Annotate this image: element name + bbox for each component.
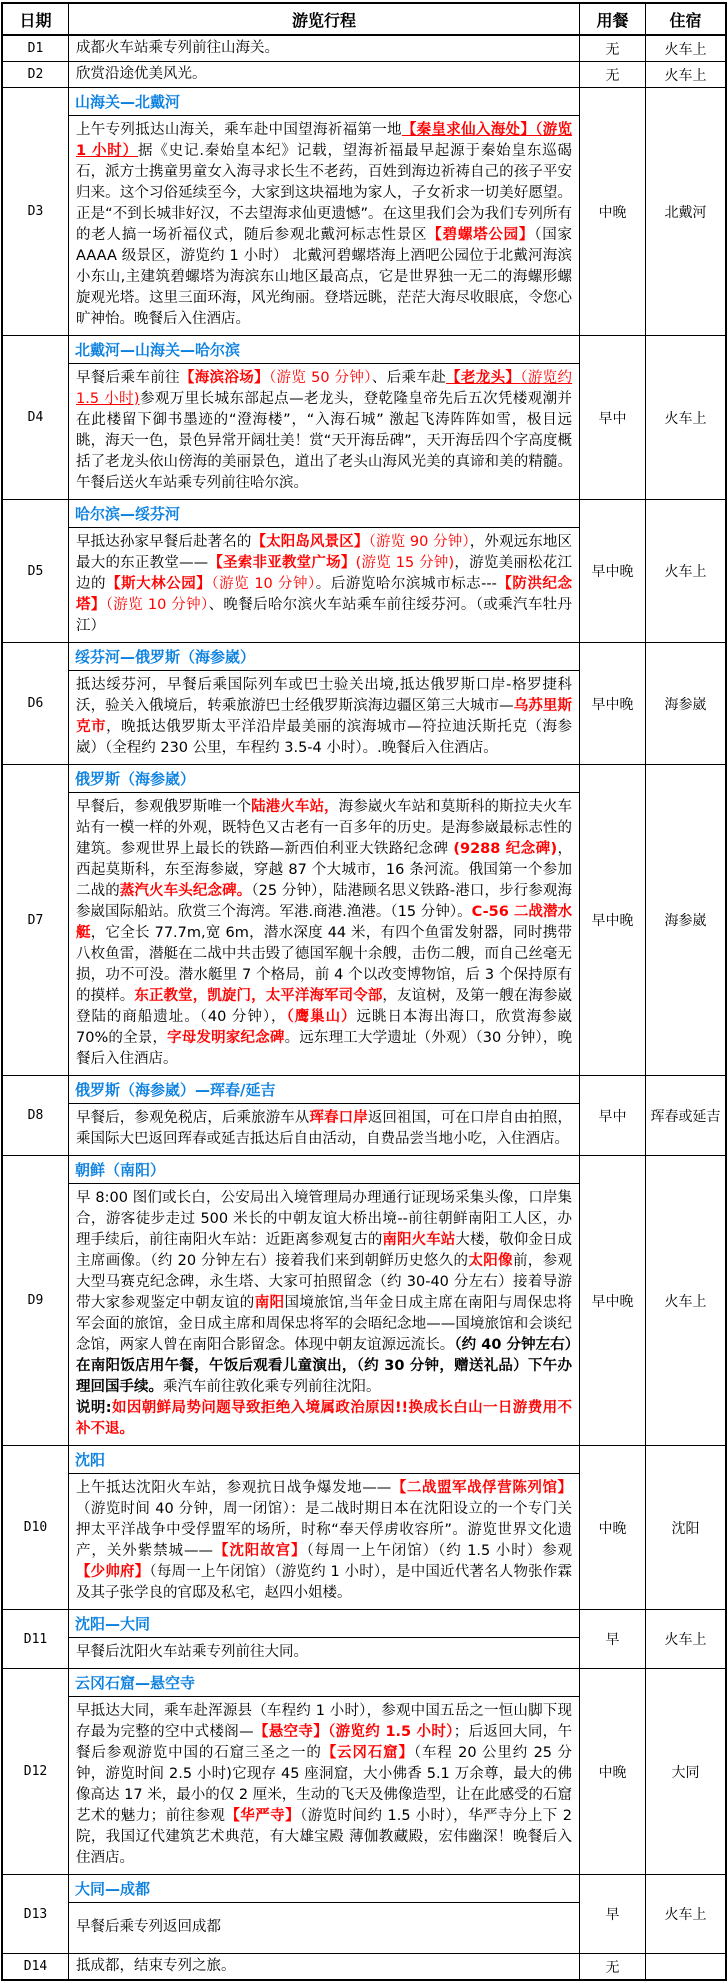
text-segment: 南阳火车站 <box>382 1232 456 1248</box>
itinerary-cell <box>69 1610 580 1668</box>
text-segment: 海参崴火车站和莫斯科的斯拉夫火车站有一模一样的外观，既特色又古老有一百多年的历史。是海参崴最标志性的建筑。参观世界上最长的铁路—新西伯利亚大铁路纪念碑 <box>76 799 573 857</box>
table-row <box>3 1669 725 1875</box>
day-cell: D14 <box>3 1954 69 1979</box>
stay-cell: 火车上 <box>664 410 707 427</box>
table-row <box>3 765 725 1076</box>
day-cell: D3 <box>3 88 69 335</box>
stay-cell: 火车上 <box>664 1632 707 1648</box>
text-segment: 【沈阳故宫】 <box>212 1543 307 1559</box>
text-segment: 上午专列抵达山海关，乘车赴中国望海祈福第一地 <box>76 122 402 138</box>
paragraph <box>76 532 572 637</box>
text-segment: （约 40 分钟左右）在南阳饭店用午餐，午饭后观看儿童演出，（约 30 分钟，赠送礼品）下午办理回国手续。 <box>76 1337 572 1395</box>
text-segment: 早餐后乘专列返回成都 <box>76 1919 221 1935</box>
text-segment: ，晚抵达俄罗斯太平洋沿岸最美丽的滨海城市—符拉迪沃斯托克（海参崴）（全程约 230 公里，车程约 3.5-4 小时）。.晚餐后入住酒店。 <box>76 719 572 756</box>
paragraph <box>76 1642 572 1663</box>
text-segment: 早餐后，参观俄罗斯唯一个 <box>76 799 252 815</box>
table-row <box>3 1610 725 1669</box>
itinerary-table <box>1 2 727 1981</box>
text-segment: 国境旅馆,当年金日成主席在南阳与周保忠将军会面的旅馆，金日成主席和周保忠将军的会晤纪念地——国境旅馆和会谈纪念馆，两家人曾在南阳合影留念。体现中朝友谊源远流长。 <box>76 1295 572 1353</box>
meals-cell: 早中 <box>580 336 646 499</box>
route-title: 山海关—北戴河 <box>69 88 579 116</box>
text-segment: （每周一上午闭馆）（约 1.5 小时）参观 <box>306 1543 572 1559</box>
text-segment: 【悬空寺】（游览约 1.5 小时） <box>253 1724 454 1740</box>
table-row <box>3 643 725 765</box>
table-row <box>3 36 725 62</box>
meals-cell: 早中晚 <box>580 500 646 642</box>
text-segment: 东正教堂，凯旋门，太平洋海军司令部 <box>134 988 383 1004</box>
table-row <box>3 88 725 336</box>
text-segment: 成都火车站乘专列前往山海关。 <box>76 40 279 56</box>
text-segment: （国家 AAAA 级景区，游览约 1 小时） 北戴河碧螺塔海上酒吧公园位于北戴河海滨小东山,主建筑碧螺塔为海滨东山地区最高点，它是世界独一无二的海螺形螺旋观光塔。这里三面环海，风光绚丽。登塔远眺，茫茫大海尽收眼底，令您心旷神怡。晚餐后入住酒店。 <box>76 227 573 327</box>
table-row <box>3 1875 725 1954</box>
meals-cell: 中晚 <box>580 1446 646 1609</box>
day-cell: D7 <box>3 765 69 1075</box>
text-segment: ，友谊树，及第一艘在海参崴登陆的商船遗址。（40 分钟）， <box>76 988 573 1025</box>
text-segment: 【云冈石窟】 <box>321 1745 414 1761</box>
text-segment: （游览 50 分钟） <box>268 370 372 386</box>
route-title: 俄罗斯（海参崴）—珲春/延吉 <box>69 1076 579 1104</box>
text-segment: 欣赏沿途优美风光。 <box>76 66 207 82</box>
table-header-row <box>3 4 725 36</box>
text-segment: （游览时间约 1.5 小时），华严寺分上下 2 院，我国辽代建筑艺术典范，有大雄宝殿 薄伽教藏殿，宏伟幽深！晚餐后入住酒店。 <box>76 1808 572 1866</box>
day-description <box>69 528 579 642</box>
text-segment: 陆港火车站， <box>251 799 339 815</box>
day-cell: D9 <box>3 1156 69 1445</box>
text-segment: 【老龙头】 <box>446 370 521 386</box>
text-segment: （车程 20 公里约 25 分钟，游览时间 2.5 小时)它现存 45 座洞窟，大小佛香 5.1 万余尊，最大的佛像高达 17 米，最小的仅 2 厘米，生动的飞天及佛像造型，让在此感受的石窟艺术的魅力；前往参观 <box>76 1745 572 1824</box>
text-segment: 参观万里长城东部起点—老龙头，登乾隆皇帝先后五次凭楼观潮并在此楼留下御书墨迹的“澄海楼”，“入海石城” 激起飞涛阵阵如雪，极目远眺，海天一色，景色异常开阔壮美！赏“天开海岳碑”，天开海岳四个字高度概括了老龙头依山傍海的美丽景色，道出了老头山海风光美的真谛和美的精髓。午餐后送火车站乘专列前往哈尔滨。 <box>76 391 572 491</box>
itinerary-cell <box>69 62 580 87</box>
table-row <box>3 1156 725 1446</box>
day-description <box>69 1474 579 1609</box>
text-segment: (9288 纪念碑) <box>453 841 558 857</box>
day-cell: D10 <box>3 1446 69 1609</box>
itinerary-cell <box>69 500 580 642</box>
text-segment: 早餐后沈阳火车站乘专列前往大同。 <box>76 1644 308 1660</box>
text-segment: （鹰巢山） <box>286 1009 357 1025</box>
day-description <box>69 1104 579 1155</box>
text-segment: 早抵达孙家早餐后赴著名的 <box>76 534 252 550</box>
text-segment: 【二战盟军战俘营陈列馆】 <box>391 1480 573 1496</box>
route-title: 哈尔滨—绥芬河 <box>69 500 579 528</box>
itinerary-cell <box>69 1446 580 1609</box>
paragraph <box>76 1956 572 1977</box>
text-segment: 早 8:00 图们或长白，公安局出入境管理局办理通行证现场采集头像，口岸集合，游客徒步走过 500 米长的中朝友谊大桥出境--前往朝鲜南阳工人区，办理手续后，前往南阳火车站：近距离参观复古的 <box>76 1190 572 1248</box>
route-title: 沈阳—大同 <box>69 1610 579 1638</box>
text-segment: （游览约 1.5 小时) <box>76 370 573 407</box>
stay-cell: 北戴河 <box>664 204 707 221</box>
text-segment: 说明: <box>76 1400 112 1416</box>
text-segment: 乌苏里斯克市 <box>76 698 573 735</box>
route-title: 朝鲜（南阳） <box>69 1156 579 1184</box>
text-segment: C-56 二战潜水艇 <box>76 904 572 941</box>
day-cell: D8 <box>3 1076 69 1155</box>
meals-cell: 早中晚 <box>580 643 646 764</box>
text-segment: 如因朝鲜局势问题导致拒绝入境属政治原因!!换成长白山一日游费用不补不退。 <box>76 1400 572 1437</box>
paragraph <box>76 1917 572 1938</box>
itinerary-cell <box>69 1954 580 1979</box>
day-description <box>69 62 579 87</box>
paragraph <box>76 1701 572 1869</box>
text-segment: 早餐后，参观免税店，后乘旅游车从 <box>76 1110 310 1126</box>
stay-cell: 海参崴 <box>664 913 707 929</box>
text-segment: (游览 15 分钟) <box>355 555 455 571</box>
day-cell: D2 <box>3 62 69 87</box>
text-segment: ；后返回大同，午餐后参观游览中国的石窟三圣之一的 <box>76 1724 573 1761</box>
table-row <box>3 1446 725 1610</box>
meals-cell: 早 <box>580 1610 646 1668</box>
text-segment: 【防洪纪念塔】 <box>76 576 573 613</box>
stay-cell: 海参崴 <box>664 696 707 713</box>
text-segment: 前，参观大型马赛克纪念碑，永生塔、大家可拍照留念（约 30-40 分左右）接着导游带大家参观鉴定中朝友谊的 <box>76 1253 573 1311</box>
text-segment: （每周一上午闭馆）（游览约 1 小时），是中国近代著名人物张作霖及其子张学良的官邸及私宅，赵四小姐楼。 <box>76 1564 572 1601</box>
table-row <box>3 1954 725 1979</box>
meals-cell: 无 <box>580 62 646 87</box>
meals-cell: 无 <box>580 1954 646 1979</box>
text-segment: 乘汽车前往敦化乘专列前往沈阳。 <box>163 1379 381 1395</box>
text-segment: （游览 10 分钟） <box>211 576 316 592</box>
table-row <box>3 1076 725 1156</box>
meals-cell: 早 <box>580 1875 646 1953</box>
route-title: 大同—成都 <box>69 1875 579 1903</box>
text-segment: 南阳 <box>254 1295 285 1311</box>
route-title: 沈阳 <box>69 1446 579 1474</box>
header-date: 日期 <box>3 4 69 34</box>
route-title: 云冈石窟—悬空寺 <box>69 1669 579 1697</box>
paragraph <box>76 1108 572 1150</box>
text-segment: 远眺日本海出海口，欣赏海参崴 70%的全景， <box>76 1009 573 1046</box>
stay-cell: 火车上 <box>664 41 707 58</box>
text-segment: 。远东理工大学遗址（外观）（30 分钟），晚餐后入住酒店。 <box>76 1030 573 1067</box>
text-segment: 【斯大林公园】 <box>106 576 212 592</box>
itinerary-cell <box>69 1076 580 1155</box>
itinerary-table-body <box>3 36 725 1979</box>
stay-cell: 火车上 <box>664 1293 707 1310</box>
paragraph <box>76 675 572 759</box>
text-segment: 【圣索非亚教堂广场】 <box>208 555 356 571</box>
text-segment: 。后游览哈尔滨城市标志--- <box>315 576 497 592</box>
text-segment: （游览 90 分钟） <box>368 534 470 550</box>
stay-cell: 火车上 <box>664 67 707 84</box>
itinerary-cell <box>69 88 580 335</box>
stay-cell: 珲春或延吉 <box>650 1108 721 1125</box>
itinerary-cell <box>69 1875 580 1953</box>
header-meals: 用餐 <box>580 4 646 34</box>
text-segment: （游览时间 40 分钟，周一闭馆）：是二战时期日本在沈阳设立的一个专门关押太平洋战争中受俘盟军的场所，时称“奉天俘虏收容所”。游览世界文化遗产，关外紫禁城—— <box>76 1501 572 1559</box>
meals-cell: 中晚 <box>580 88 646 335</box>
day-description <box>69 1638 579 1668</box>
route-title: 俄罗斯（海参崴） <box>69 765 579 793</box>
table-row <box>3 62 725 88</box>
day-cell: D12 <box>3 1669 69 1874</box>
itinerary-cell <box>69 336 580 499</box>
text-segment: 、晚餐后哈尔滨火车站乘车前往绥芬河。（或乘汽车牡丹江） <box>76 597 573 634</box>
text-segment: 珲春口岸 <box>309 1110 368 1126</box>
text-segment: 太阳像 <box>468 1253 513 1269</box>
meals-cell: 早中 <box>580 1076 646 1155</box>
text-segment: 【太阳岛风景区】 <box>251 534 369 550</box>
text-segment: 早抵达大同，乘车赴浑源县（车程约 1 小时），参观中国五岳之一恒山脚下现存最为完整的空中式楼阁— <box>76 1703 572 1740</box>
paragraph <box>76 1188 572 1398</box>
text-segment: ，游览美丽松花江边的 <box>76 555 573 592</box>
paragraph <box>76 38 572 59</box>
text-segment: 早餐后乘车前往 <box>76 370 180 386</box>
table-row <box>3 500 725 643</box>
text-segment: 【华严寺】 <box>225 1808 301 1824</box>
meals-cell: 中晚 <box>580 1669 646 1874</box>
itinerary-cell <box>69 765 580 1075</box>
paragraph <box>76 797 572 1070</box>
itinerary-cell <box>69 36 580 61</box>
text-segment: 【少帅府】 <box>76 1564 150 1580</box>
paragraph <box>76 64 572 85</box>
itinerary-cell <box>69 1156 580 1445</box>
day-cell: D5 <box>3 500 69 642</box>
text-segment: ，它全长 77.7m,宽 6m，潜水深度 44 米，有四个鱼雷发射器，同时携带八枚鱼雷，潜艇在二战中共击毁了德国军舰十余艘，击伤二艘，而自己丝毫无损，功不可没。潜水艇里 7 个格局，前 4 个以改变博物馆，后 3 个保持原有的摸样。 <box>76 925 572 1004</box>
text-segment: 字母发明家纪念碑 <box>167 1030 285 1046</box>
day-cell: D1 <box>3 36 69 61</box>
stay-cell: 大同 <box>671 1764 700 1781</box>
route-title: 北戴河—山海关—哈尔滨 <box>69 336 579 364</box>
text-segment: 、后乘车赴 <box>371 370 447 386</box>
text-segment: 【秦皇求仙入海处】（游览 1 小时） <box>76 122 573 159</box>
stay-cell: 沈阳 <box>671 1520 700 1537</box>
paragraph <box>76 1398 572 1440</box>
paragraph <box>76 368 572 494</box>
paragraph <box>76 1478 572 1604</box>
day-cell: D4 <box>3 336 69 499</box>
paragraph <box>76 120 572 330</box>
header-stay: 住宿 <box>669 10 702 30</box>
day-description <box>69 1697 579 1874</box>
stay-cell <box>646 1954 725 1979</box>
day-description <box>69 364 579 499</box>
itinerary-cell <box>69 1669 580 1874</box>
stay-cell: 火车上 <box>664 1907 707 1923</box>
day-cell: D11 <box>3 1610 69 1668</box>
text-segment: 上午抵达沈阳火车站，参观抗日战争爆发地—— <box>76 1480 392 1496</box>
day-description <box>69 1184 579 1445</box>
day-description <box>69 1954 579 1979</box>
text-segment: （游览 10 分钟） <box>105 597 209 613</box>
text-segment: ，外观远东地区最大的东正教堂—— <box>76 534 573 571</box>
day-description <box>69 1903 579 1953</box>
text-segment: 【碧螺塔公园】 <box>427 227 535 243</box>
stay-cell: 火车上 <box>664 564 707 580</box>
meals-cell: 早中晚 <box>580 765 646 1075</box>
text-segment: 抵成都，结束专列之旅。 <box>76 1958 236 1974</box>
text-segment: 大楼，敬仰金日成主席画像。（约 20 分钟左右）接着我们来到朝鲜历史悠久的 <box>76 1232 573 1269</box>
text-segment: 返回祖国，可在口岸自由拍照，乘国际大巴返回珲春或延吉抵达后自由活动，自费品尝当地小吃，入住酒店。 <box>76 1110 573 1147</box>
itinerary-cell <box>69 643 580 764</box>
text-segment: （25 分钟），陆港顾名思义铁路-港口，步行参观海参崴国际船站。欣赏三个海湾。军港.商港.渔港。（15 分钟）。 <box>76 883 572 920</box>
day-description <box>69 116 579 335</box>
day-description <box>69 36 579 61</box>
table-row <box>3 336 725 500</box>
route-title: 绥芬河—俄罗斯（海参崴） <box>69 643 579 671</box>
text-segment: 据《史记.秦始皇本纪》记载，望海祈福最早起源于秦始皇东巡碣石，派方士携童男童女入海寻求长生不老药，百姓到海边祈祷自己的孩子平安归来。这个习俗延续至今，大家到这块福地为家人，子女祈求一切美好愿望。正是“不到长城非好汉，不去望海求仙更遗憾”。在这里我们会为我们专列所有的老人搞一场祈福仪式，随后参观北戴河标志性景区 <box>76 143 572 243</box>
day-cell: D13 <box>3 1875 69 1953</box>
day-cell: D6 <box>3 643 69 764</box>
text-segment: 蒸汽火车头纪念碑。 <box>119 883 252 899</box>
meals-cell: 无 <box>580 36 646 61</box>
header-itinerary: 游览行程 <box>69 4 580 34</box>
text-segment: 【海滨浴场】 <box>179 370 269 386</box>
text-segment: ，西起莫斯科，东至海参崴，穿越 87 个大城市，16 条河流。俄国第一个参加二战的 <box>76 841 573 899</box>
text-segment: 抵达绥芬河，早餐后乘国际列车或巴士验关出境,抵达俄罗斯口岸-格罗捷科沃，验关入俄境后，转乘旅游巴士经俄罗斯滨海边疆区第三大城市— <box>76 677 572 714</box>
day-description <box>69 671 579 764</box>
day-description <box>69 793 579 1075</box>
meals-cell: 早中晚 <box>580 1156 646 1445</box>
